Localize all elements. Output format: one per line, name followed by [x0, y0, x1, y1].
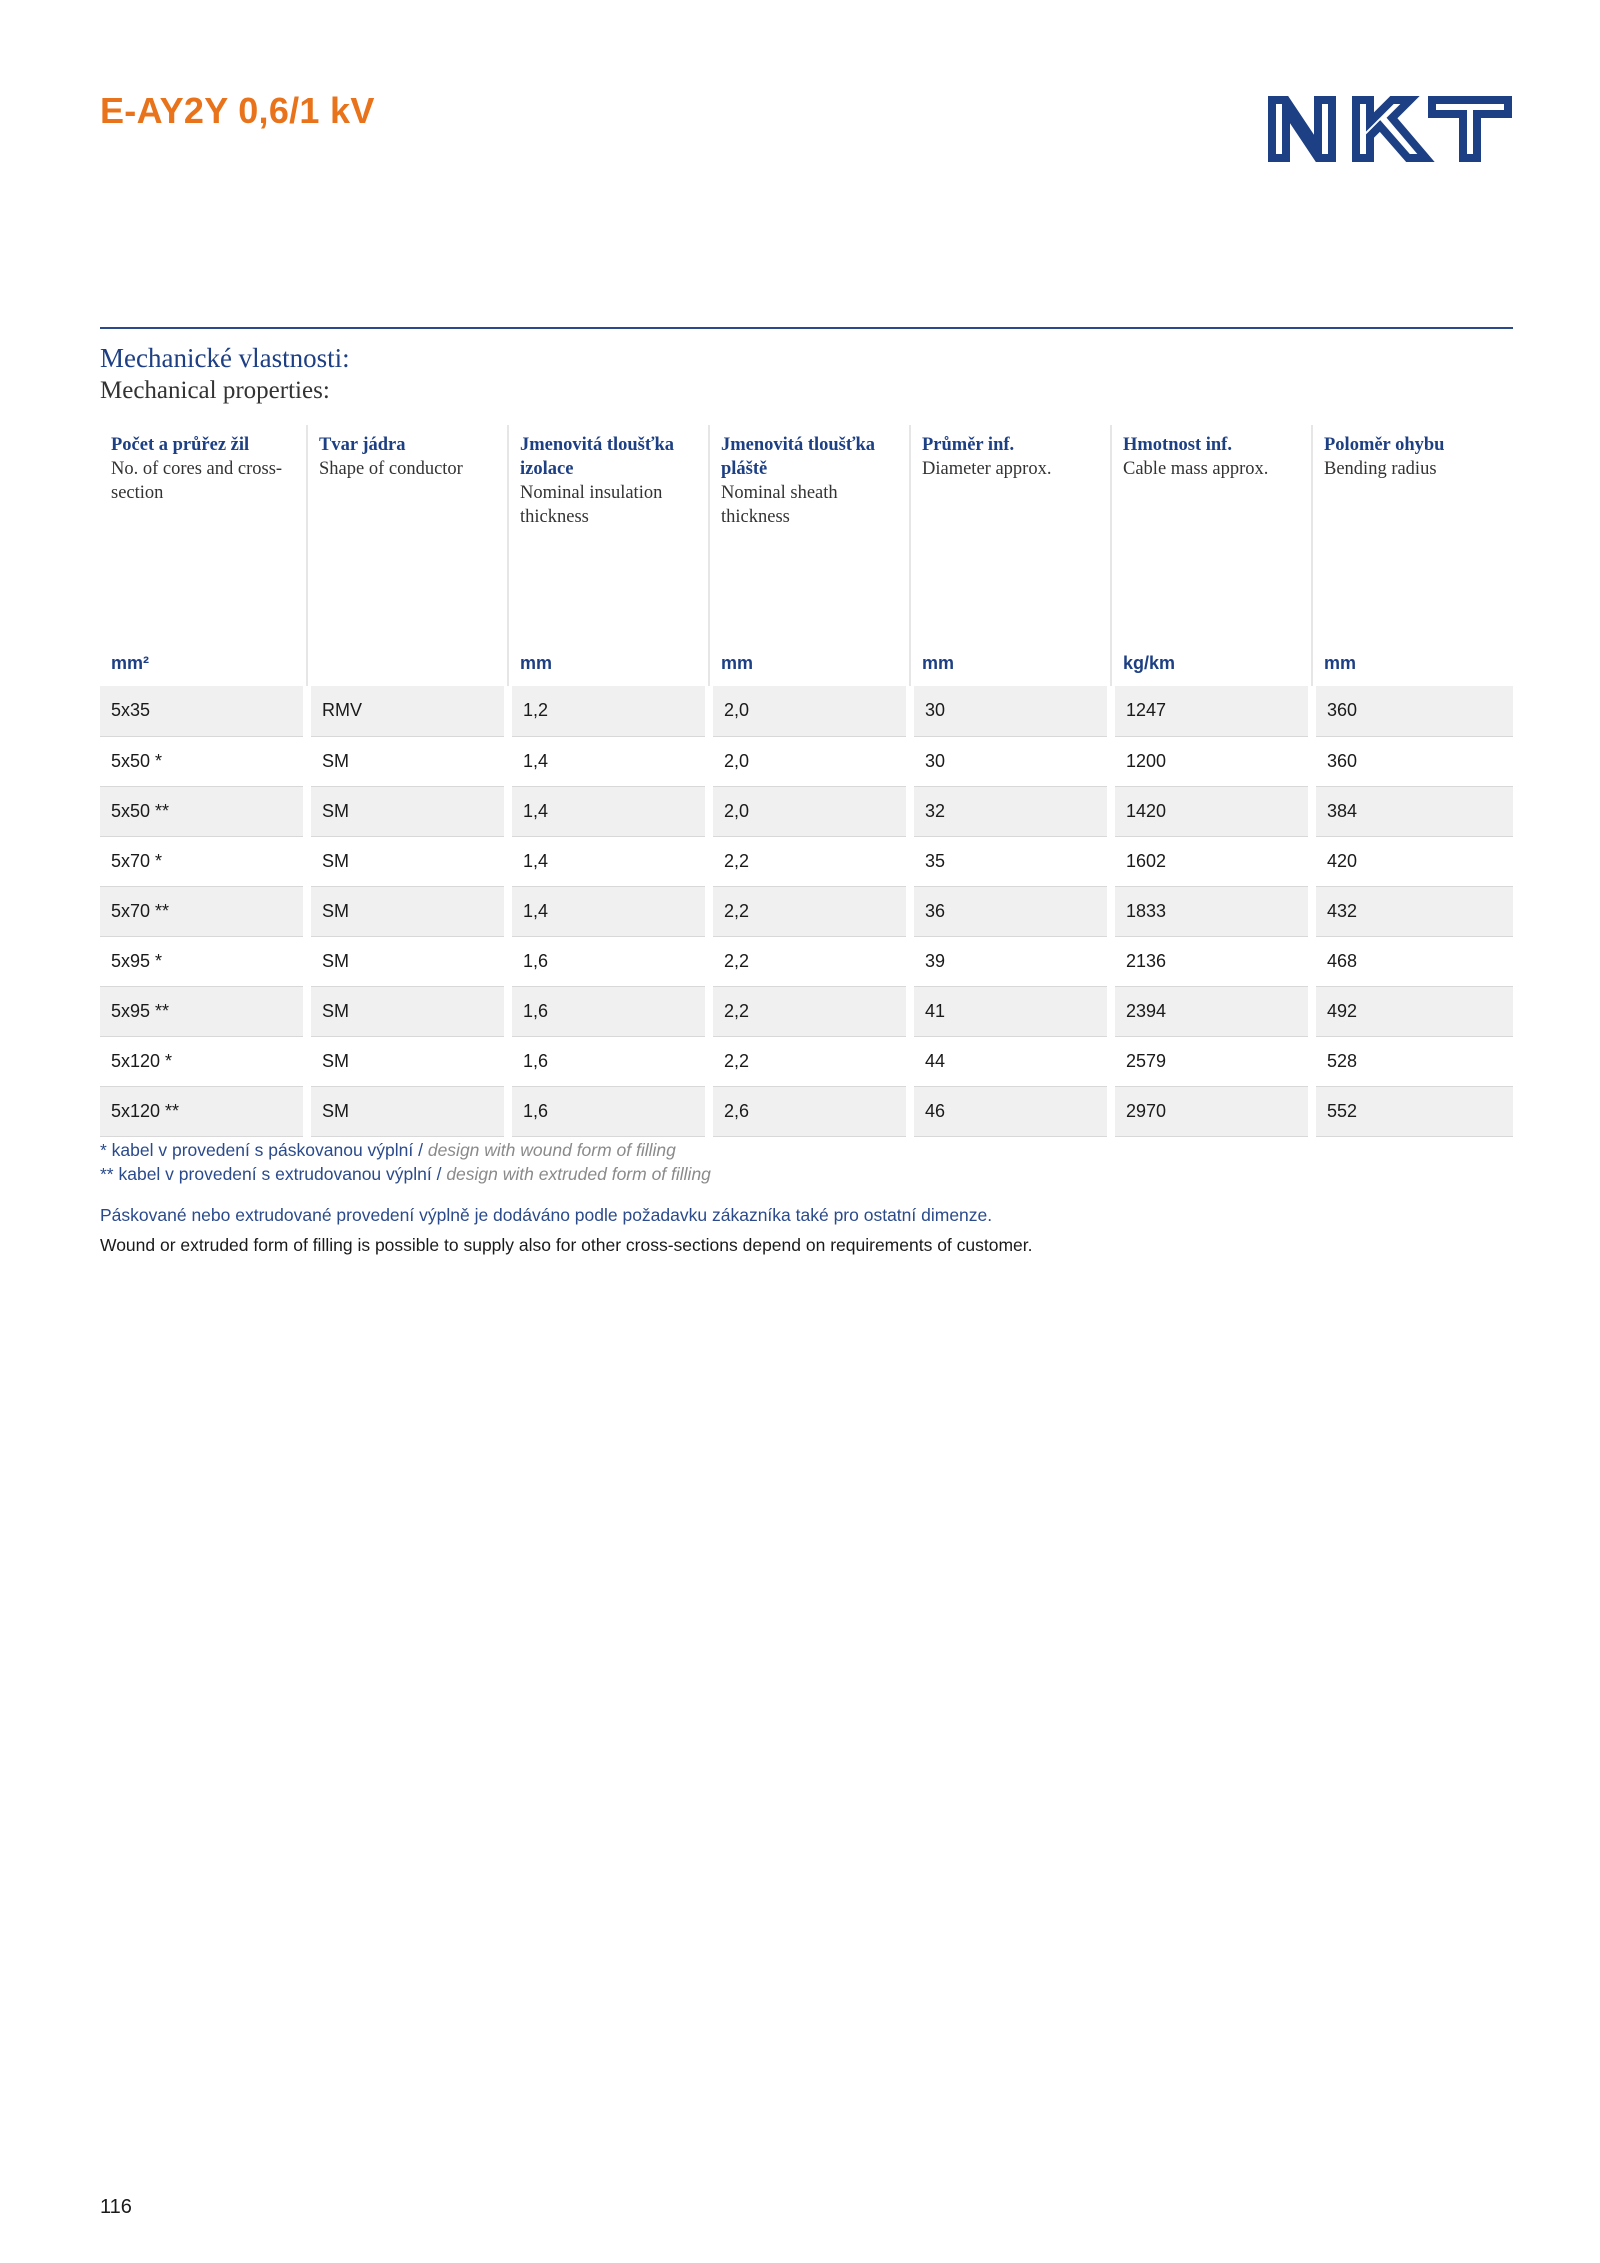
- column-header-en: Cable mass approx.: [1123, 459, 1269, 479]
- footnote-text-cz: * kabel v provedení s páskovanou výplní /: [100, 1140, 428, 1160]
- document-title: E-AY2Y 0,6/1 kV: [100, 90, 375, 131]
- table-cell: 2,2: [709, 986, 910, 1036]
- table-cell: 1833: [1111, 886, 1312, 936]
- mechanical-properties-table: [100, 425, 1513, 1137]
- table-cell: SM: [307, 936, 508, 986]
- table-cell: 1200: [1111, 736, 1312, 786]
- table-row: [100, 1036, 1513, 1086]
- table-row: [100, 936, 1513, 986]
- unit-label: kg/km: [1111, 619, 1312, 686]
- table-cell: 5x120 **: [100, 1086, 307, 1136]
- column-header-cz: Průměr inf.: [922, 435, 1015, 455]
- table-cell: 1,4: [508, 836, 709, 886]
- table-cell: 552: [1312, 1086, 1513, 1136]
- table-cell: 30: [910, 736, 1111, 786]
- table-cell: SM: [307, 786, 508, 836]
- table-cell: 1420: [1111, 786, 1312, 836]
- table-cell: 1,4: [508, 736, 709, 786]
- table-cell: 2,6: [709, 1086, 910, 1136]
- table-cell: 35: [910, 836, 1111, 886]
- column-header: [100, 425, 307, 619]
- table-cell: 2394: [1111, 986, 1312, 1036]
- table-cell: 5x70 *: [100, 836, 307, 886]
- table-cell: 39: [910, 936, 1111, 986]
- table-cell: 1,6: [508, 1086, 709, 1136]
- table-cell: 384: [1312, 786, 1513, 836]
- column-header-en: Nominal sheath thickness: [721, 483, 838, 527]
- table-cell: 2,2: [709, 836, 910, 886]
- table-row: [100, 836, 1513, 886]
- unit-label: [307, 619, 508, 686]
- column-header-en: Diameter approx.: [922, 459, 1052, 479]
- table-cell: 41: [910, 986, 1111, 1036]
- table-row: [100, 786, 1513, 836]
- footnote-text-en: design with wound form of filling: [427, 1140, 676, 1160]
- table-row: [100, 686, 1513, 736]
- section-divider: [100, 327, 1513, 329]
- nkt-logo: [1268, 96, 1512, 162]
- footnote-extruded: [100, 1162, 1513, 1186]
- table-cell: 32: [910, 786, 1111, 836]
- unit-label: mm: [709, 619, 910, 686]
- table-cell: 360: [1312, 736, 1513, 786]
- column-header-en: Nominal insulation thickness: [520, 483, 663, 527]
- table-cell: 2579: [1111, 1036, 1312, 1086]
- table-cell: 5x95 **: [100, 986, 307, 1036]
- table-cell: SM: [307, 1086, 508, 1136]
- table-cell: 2,0: [709, 686, 910, 736]
- table-row: [100, 886, 1513, 936]
- table-cell: 2136: [1111, 936, 1312, 986]
- table-cell: 36: [910, 886, 1111, 936]
- unit-label: mm: [910, 619, 1111, 686]
- table-cell: RMV: [307, 686, 508, 736]
- table-cell: 1,6: [508, 1036, 709, 1086]
- column-header: [508, 425, 709, 619]
- section-subtitle: Mechanical properties:: [100, 377, 330, 404]
- table-cell: 420: [1312, 836, 1513, 886]
- column-header-cz: Jmenovitá tloušťka izolace: [520, 435, 675, 479]
- table-cell: 492: [1312, 986, 1513, 1036]
- table-cell: 360: [1312, 686, 1513, 736]
- footnote-wound: [100, 1138, 1513, 1162]
- supply-note-en: Wound or extruded form of filling is possible to supply also for other cross-sections depend on requirements of customer.: [100, 1235, 1033, 1255]
- unit-label: mm²: [111, 653, 150, 673]
- footnotes: [100, 1138, 1513, 1257]
- unit-label: mm: [1312, 619, 1513, 686]
- table-cell: 2,2: [709, 1036, 910, 1086]
- footnote-text-cz: ** kabel v provedení s extrudovanou výplní /: [100, 1164, 447, 1184]
- column-header: [709, 425, 910, 619]
- table-cell: 1,4: [508, 886, 709, 936]
- table-cell: 5x95 *: [100, 936, 307, 986]
- table-cell: 432: [1312, 886, 1513, 936]
- table-row: [100, 1086, 1513, 1136]
- unit-label: mm: [508, 619, 709, 686]
- section-title: Mechanické vlastnosti:: [100, 343, 350, 373]
- table-cell: 1,6: [508, 986, 709, 1036]
- table-cell: SM: [307, 1036, 508, 1086]
- column-header: [307, 425, 508, 619]
- table-cell: 30: [910, 686, 1111, 736]
- table-cell: 5x35: [100, 686, 307, 736]
- column-header-cz: Tvar jádra: [319, 435, 406, 455]
- table-cell: 1602: [1111, 836, 1312, 886]
- table-cell: 2970: [1111, 1086, 1312, 1136]
- column-header-en: Bending radius: [1324, 459, 1437, 479]
- column-header: [1111, 425, 1312, 619]
- table-cell: 2,2: [709, 886, 910, 936]
- table-cell: SM: [307, 836, 508, 886]
- table-cell: 1,4: [508, 786, 709, 836]
- table-cell: 2,2: [709, 936, 910, 986]
- table-cell: SM: [307, 736, 508, 786]
- table-cell: 5x70 **: [100, 886, 307, 936]
- table-cell: 1,6: [508, 936, 709, 986]
- table-cell: 46: [910, 1086, 1111, 1136]
- footnote-text-en: design with extruded form of filling: [446, 1164, 711, 1184]
- table-cell: 2,0: [709, 736, 910, 786]
- table-cell: 1,2: [508, 686, 709, 736]
- table-cell: 5x120 *: [100, 1036, 307, 1086]
- table-cell: 528: [1312, 1036, 1513, 1086]
- table-cell: SM: [307, 986, 508, 1036]
- table-row: [100, 736, 1513, 786]
- column-header-en: Shape of conductor: [319, 459, 463, 479]
- table-cell: 5x50 *: [100, 736, 307, 786]
- table-unit-row: [100, 619, 1513, 686]
- table-cell: SM: [307, 886, 508, 936]
- column-header-cz: Poloměr ohybu: [1324, 435, 1445, 455]
- table-header-row: [100, 425, 1513, 619]
- table-cell: 44: [910, 1036, 1111, 1086]
- table-cell: 2,0: [709, 786, 910, 836]
- table-cell: 468: [1312, 936, 1513, 986]
- column-header-en: No. of cores and cross-section: [111, 459, 283, 503]
- column-header-cz: Jmenovitá tloušťka pláště: [721, 435, 876, 479]
- column-header: [910, 425, 1111, 619]
- table-cell: 1247: [1111, 686, 1312, 736]
- page-number: 116: [100, 2196, 132, 2218]
- column-header-cz: Počet a průřez žil: [111, 435, 250, 455]
- supply-note-cz: Páskované nebo extrudované provedení výplně je dodáváno podle požadavku zákazníka také pro ostatní dimenze.: [100, 1205, 993, 1225]
- table-cell: 5x50 **: [100, 786, 307, 836]
- column-header-cz: Hmotnost inf.: [1123, 435, 1232, 455]
- table-row: [100, 986, 1513, 1036]
- column-header: [1312, 425, 1513, 619]
